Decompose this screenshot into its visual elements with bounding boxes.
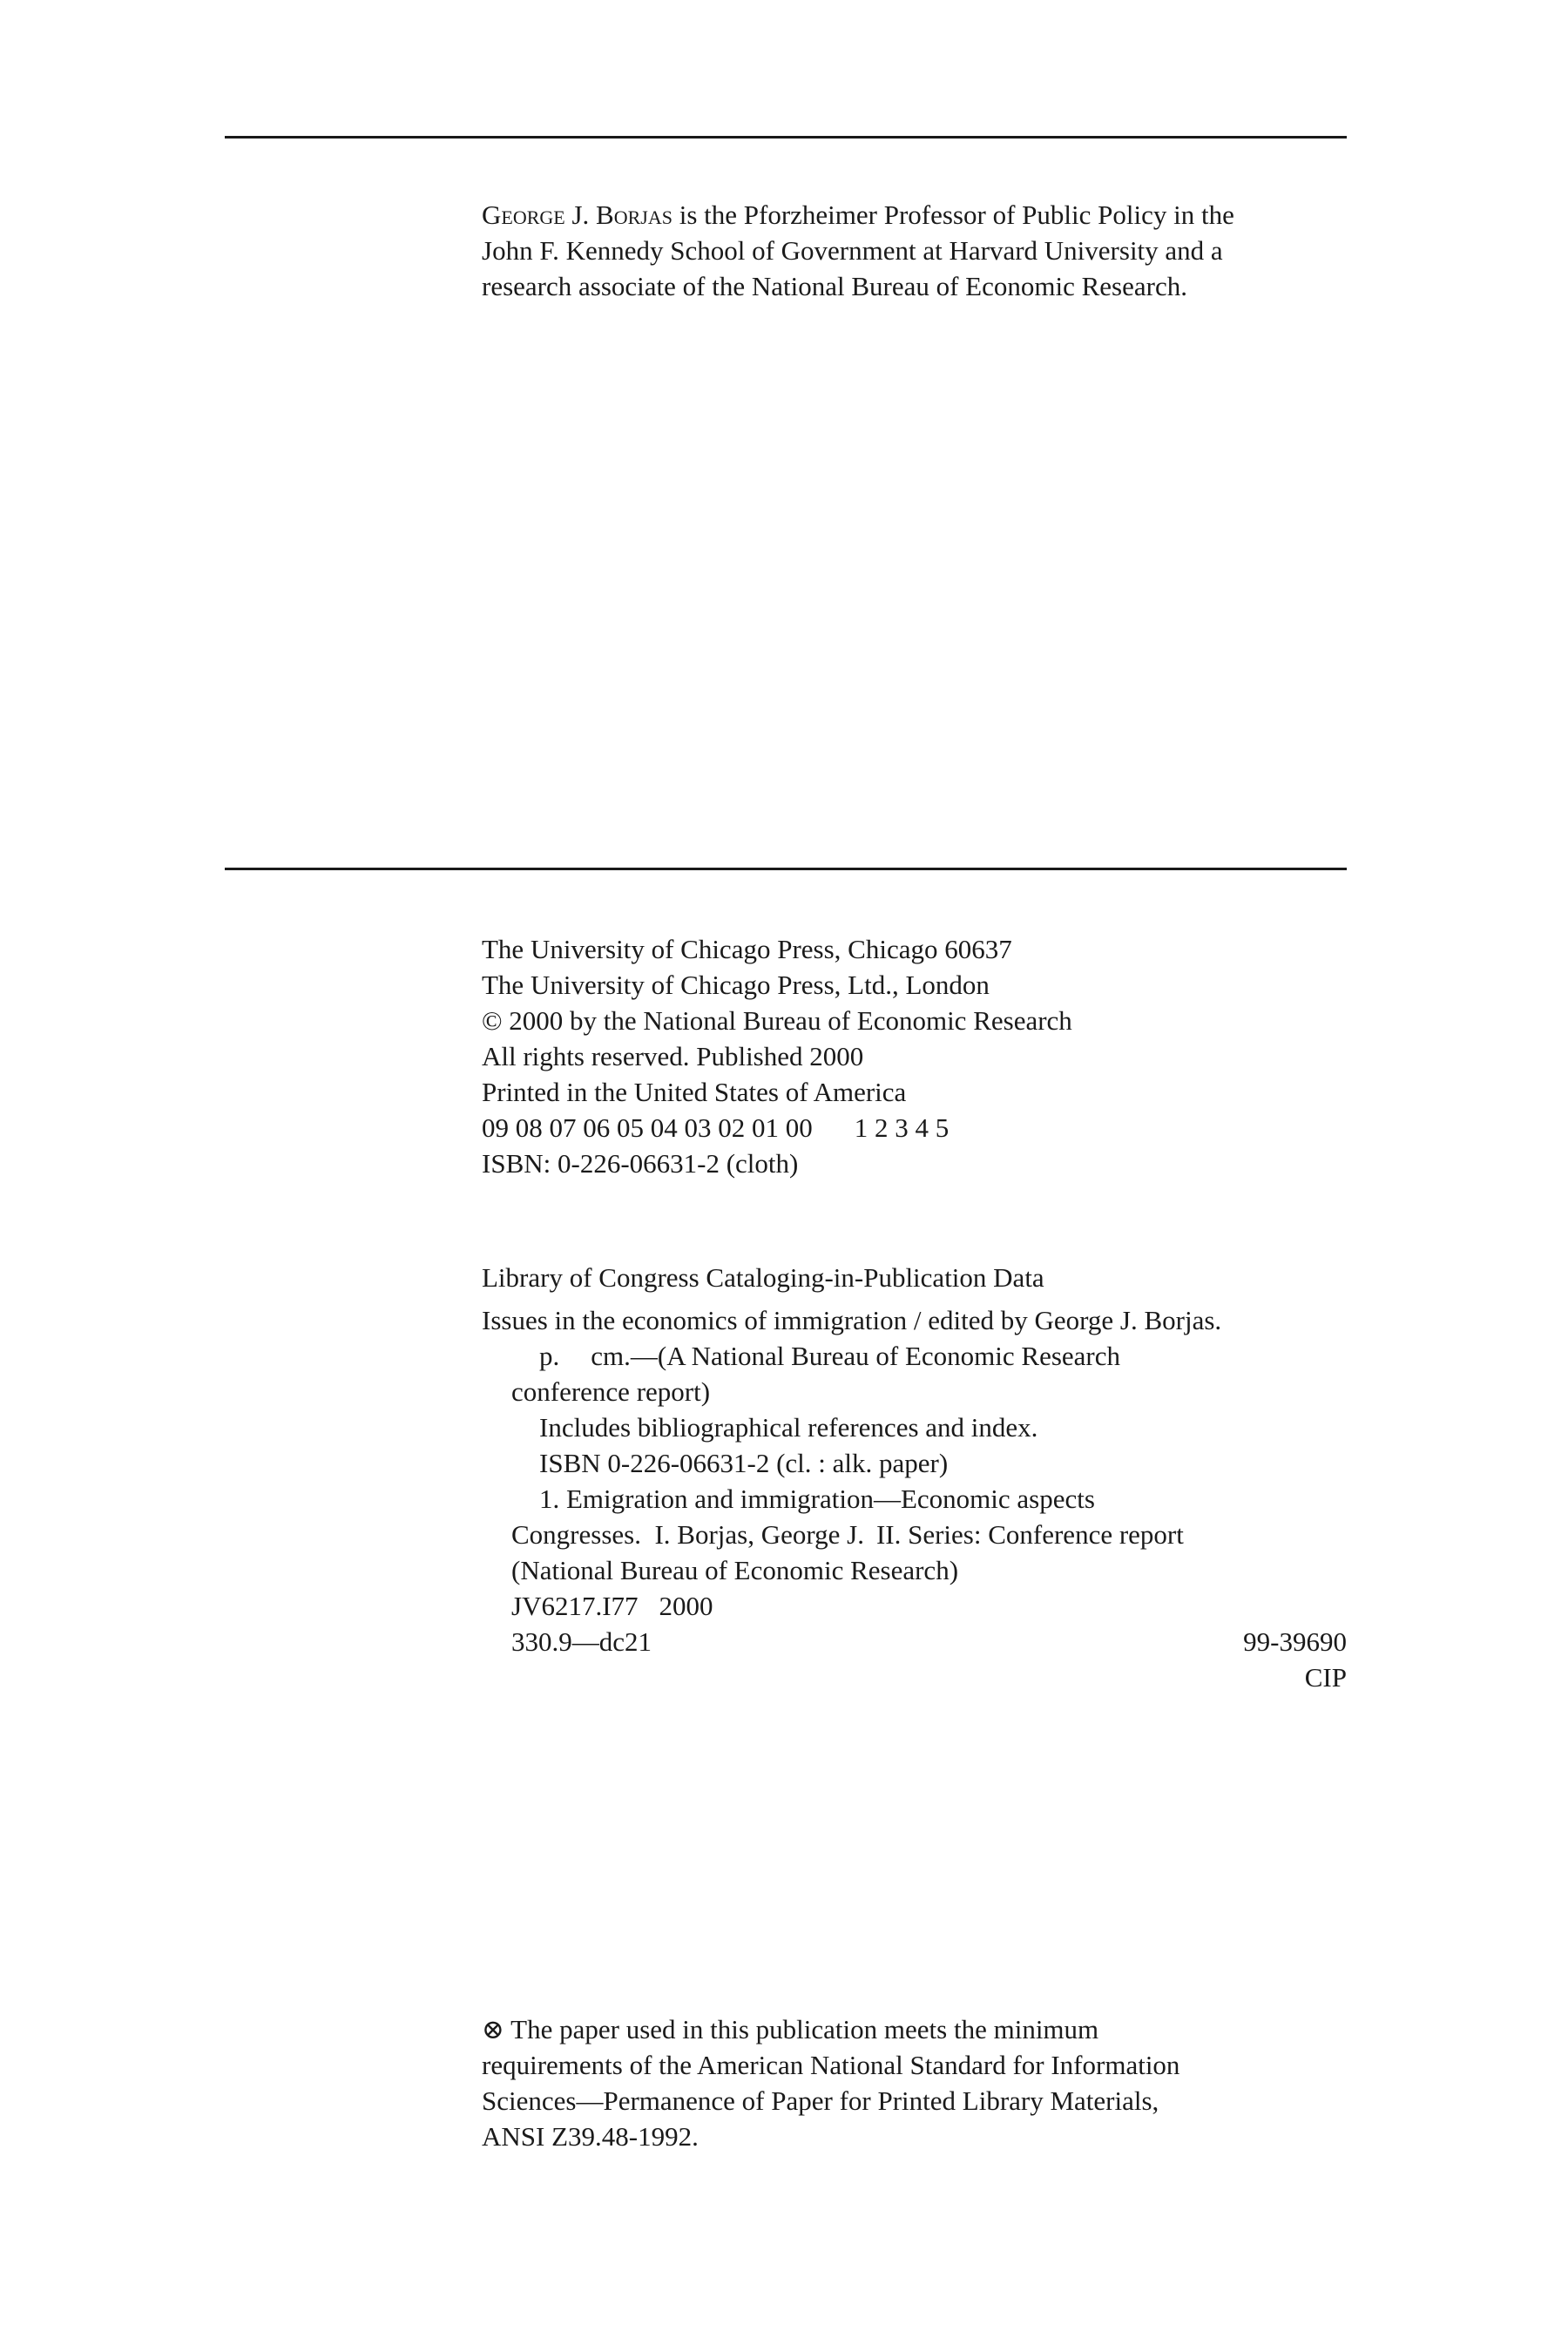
cip-lc-class: JV6217.I77 [511, 1591, 639, 1621]
publisher-london: The University of Chicago Press, Ltd., London [482, 970, 990, 1000]
cip-lc-year: 2000 [659, 1591, 713, 1621]
bio-line-1-text: is the Pforzheimer Professor of Public Policy in the [672, 199, 1234, 230]
cip-dewey: 330.9—dc21 [511, 1626, 652, 1657]
paper-note-line-3: Sciences—Permanence of Paper for Printed Library Materials, [482, 2085, 1159, 2116]
publication-imprint [482, 931, 1072, 1181]
cip-lc-class-line [482, 1588, 1347, 1624]
cip-includes: Includes bibliographical references and index. [539, 1412, 1038, 1443]
copyright-line: © 2000 by the National Bureau of Economic Research [482, 1005, 1072, 1036]
bio-line-2: John F. Kennedy School of Government at Harvard University and a [482, 235, 1223, 266]
cip-dewey-row [482, 1624, 1347, 1659]
printing-numbers [482, 1110, 1072, 1146]
middle-divider [225, 868, 1347, 870]
cip-series-continued: conference report) [511, 1376, 711, 1407]
bio-line-1 [482, 197, 1234, 233]
paper-note-line-1-text: The paper used in this publication meets the minimum [504, 2014, 1099, 2044]
top-divider [225, 136, 1347, 139]
cip-subject: 1. Emigration and immigration—Economic aspects [539, 1484, 1095, 1514]
printing-sequence: 1 2 3 4 5 [854, 1112, 950, 1143]
cip-isbn: ISBN 0-226-06631-2 (cl. : alk. paper) [539, 1448, 949, 1478]
publisher-chicago: The University of Chicago Press, Chicago 60637 [482, 934, 1012, 964]
cip-mark: CIP [1304, 1662, 1347, 1693]
cip-series-label: II. Series: Conference report [875, 1519, 1184, 1550]
printed-line: Printed in the United States of America [482, 1077, 907, 1107]
cip-record [482, 1302, 1347, 1695]
cip-series-name: (National Bureau of Economic Research) [511, 1555, 959, 1585]
paper-note-line-1 [482, 2011, 1179, 2047]
author-bio [482, 197, 1234, 304]
paper-note-line-4: ANSI Z39.48-1992. [482, 2121, 699, 2152]
author-name: George J. Borjas [482, 199, 672, 230]
cip-congresses-text: Congresses. I. Borjas, George J. [511, 1519, 864, 1550]
isbn-line: ISBN: 0-226-06631-2 (cloth) [482, 1148, 799, 1179]
bio-line-3: research associate of the National Bureau of Economic Research. [482, 271, 1187, 301]
cip-cm-line: cm.—(A National Bureau of Economic Research [591, 1341, 1120, 1371]
cip-heading [482, 1260, 1044, 1295]
cip-p-label: p. [539, 1341, 560, 1371]
cip-lccn: 99-39690 [1243, 1626, 1347, 1657]
cip-physical [482, 1338, 1347, 1374]
paper-note-line-2: requirements of the American National Standard for Information [482, 2050, 1180, 2080]
infinity-paper-icon: ⊗ [482, 2014, 504, 2044]
rights-line: All rights reserved. Published 2000 [482, 1041, 864, 1071]
cip-congresses [482, 1517, 1347, 1552]
cip-heading-text: Library of Congress Cataloging-in-Publication Data [482, 1262, 1044, 1293]
year-sequence: 09 08 07 06 05 04 03 02 01 00 [482, 1112, 813, 1143]
cip-title: Issues in the economics of immigration / edited by George J. Borjas. [482, 1305, 1222, 1335]
paper-permanence-note [482, 2011, 1179, 2154]
